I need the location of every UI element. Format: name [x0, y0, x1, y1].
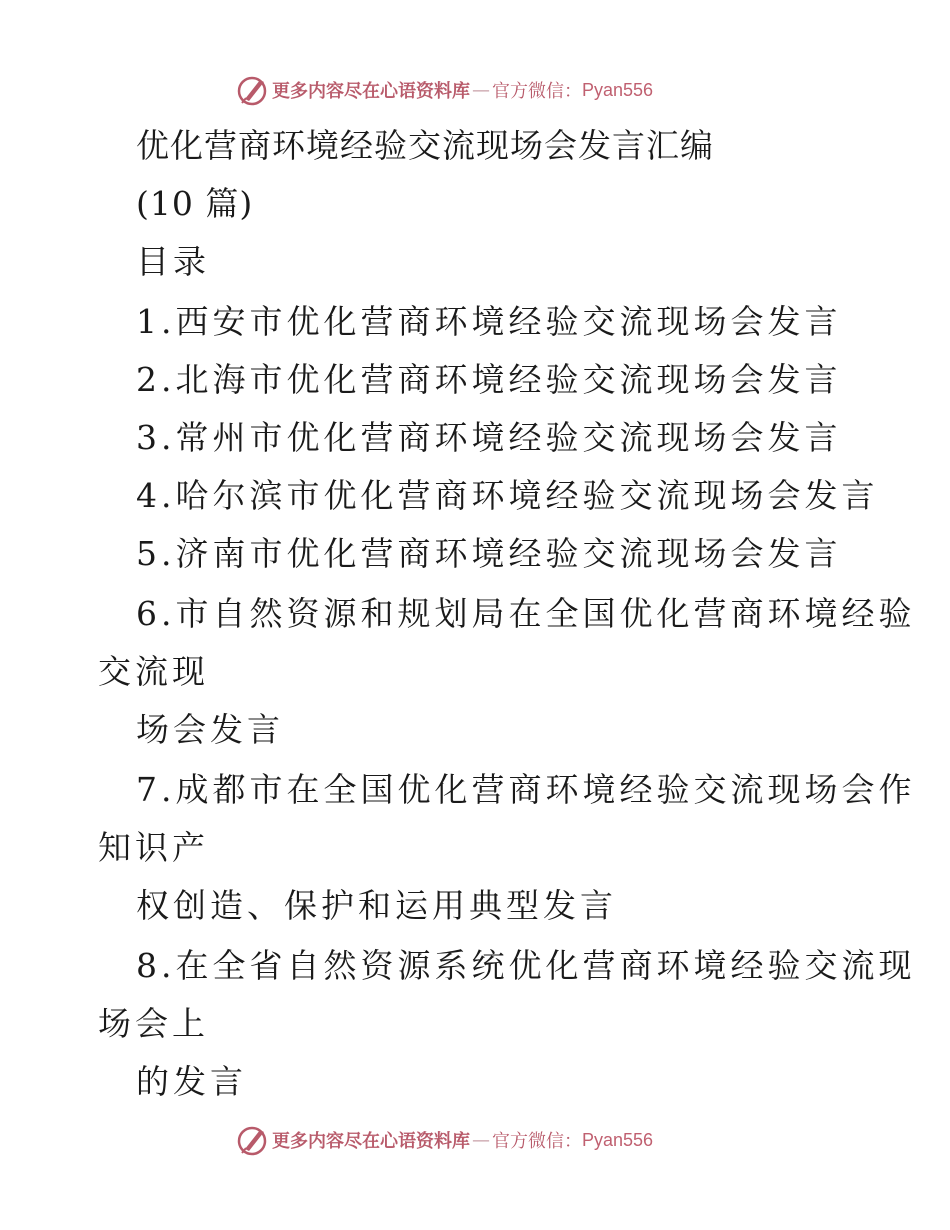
watermark-separator: — — [472, 79, 490, 101]
footer-watermark — [236, 1122, 653, 1158]
toc-item-6-line1: 6.市自然资源和规划局在全国优化营商环境经验 — [136, 594, 916, 633]
document-title: 优化营商环境经验交流现场会发言汇编 — [136, 126, 714, 165]
toc-item-1: 1.西安市优化营商环境经验交流现场会发言 — [136, 302, 842, 341]
watermark-id: Pyan556 — [582, 1129, 654, 1150]
header-watermark — [236, 72, 653, 108]
quill-pen-logo-icon — [236, 73, 270, 107]
toc-item-3: 3.常州市优化营商环境经验交流现场会发言 — [136, 418, 842, 457]
toc-item-8-line1: 8.在全省自然资源系统优化营商环境经验交流现 — [136, 946, 916, 985]
quill-pen-logo-icon — [236, 1123, 270, 1157]
watermark-separator: — — [472, 1129, 490, 1151]
toc-item-4: 4.哈尔滨市优化营商环境经验交流现场会发言 — [136, 476, 879, 515]
toc-item-6-line2: 交流现 — [98, 652, 209, 691]
toc-item-7-line3: 权创造、保护和运用典型发言 — [136, 886, 617, 925]
watermark-label: 官方微信： — [492, 81, 582, 102]
watermark-brand: 更多内容尽在心语资料库 — [272, 1131, 470, 1152]
watermark-id: Pyan556 — [582, 79, 654, 100]
toc-item-2: 2.北海市优化营商环境经验交流现场会发言 — [136, 360, 842, 399]
watermark-brand: 更多内容尽在心语资料库 — [272, 81, 470, 102]
toc-item-8-line2: 场会上 — [98, 1004, 209, 1043]
toc-item-7-line2: 知识产 — [98, 828, 209, 867]
toc-item-7-line1: 7.成都市在全国优化营商环境经验交流现场会作 — [136, 770, 916, 809]
toc-item-5: 5.济南市优化营商环境经验交流现场会发言 — [136, 534, 842, 573]
toc-heading: 目录 — [136, 242, 210, 281]
toc-item-8-line3: 的发言 — [136, 1062, 247, 1101]
toc-item-6-line3: 场会发言 — [136, 710, 284, 749]
document-title-count: (10 篇) — [136, 184, 254, 223]
watermark-label: 官方微信： — [492, 1131, 582, 1152]
